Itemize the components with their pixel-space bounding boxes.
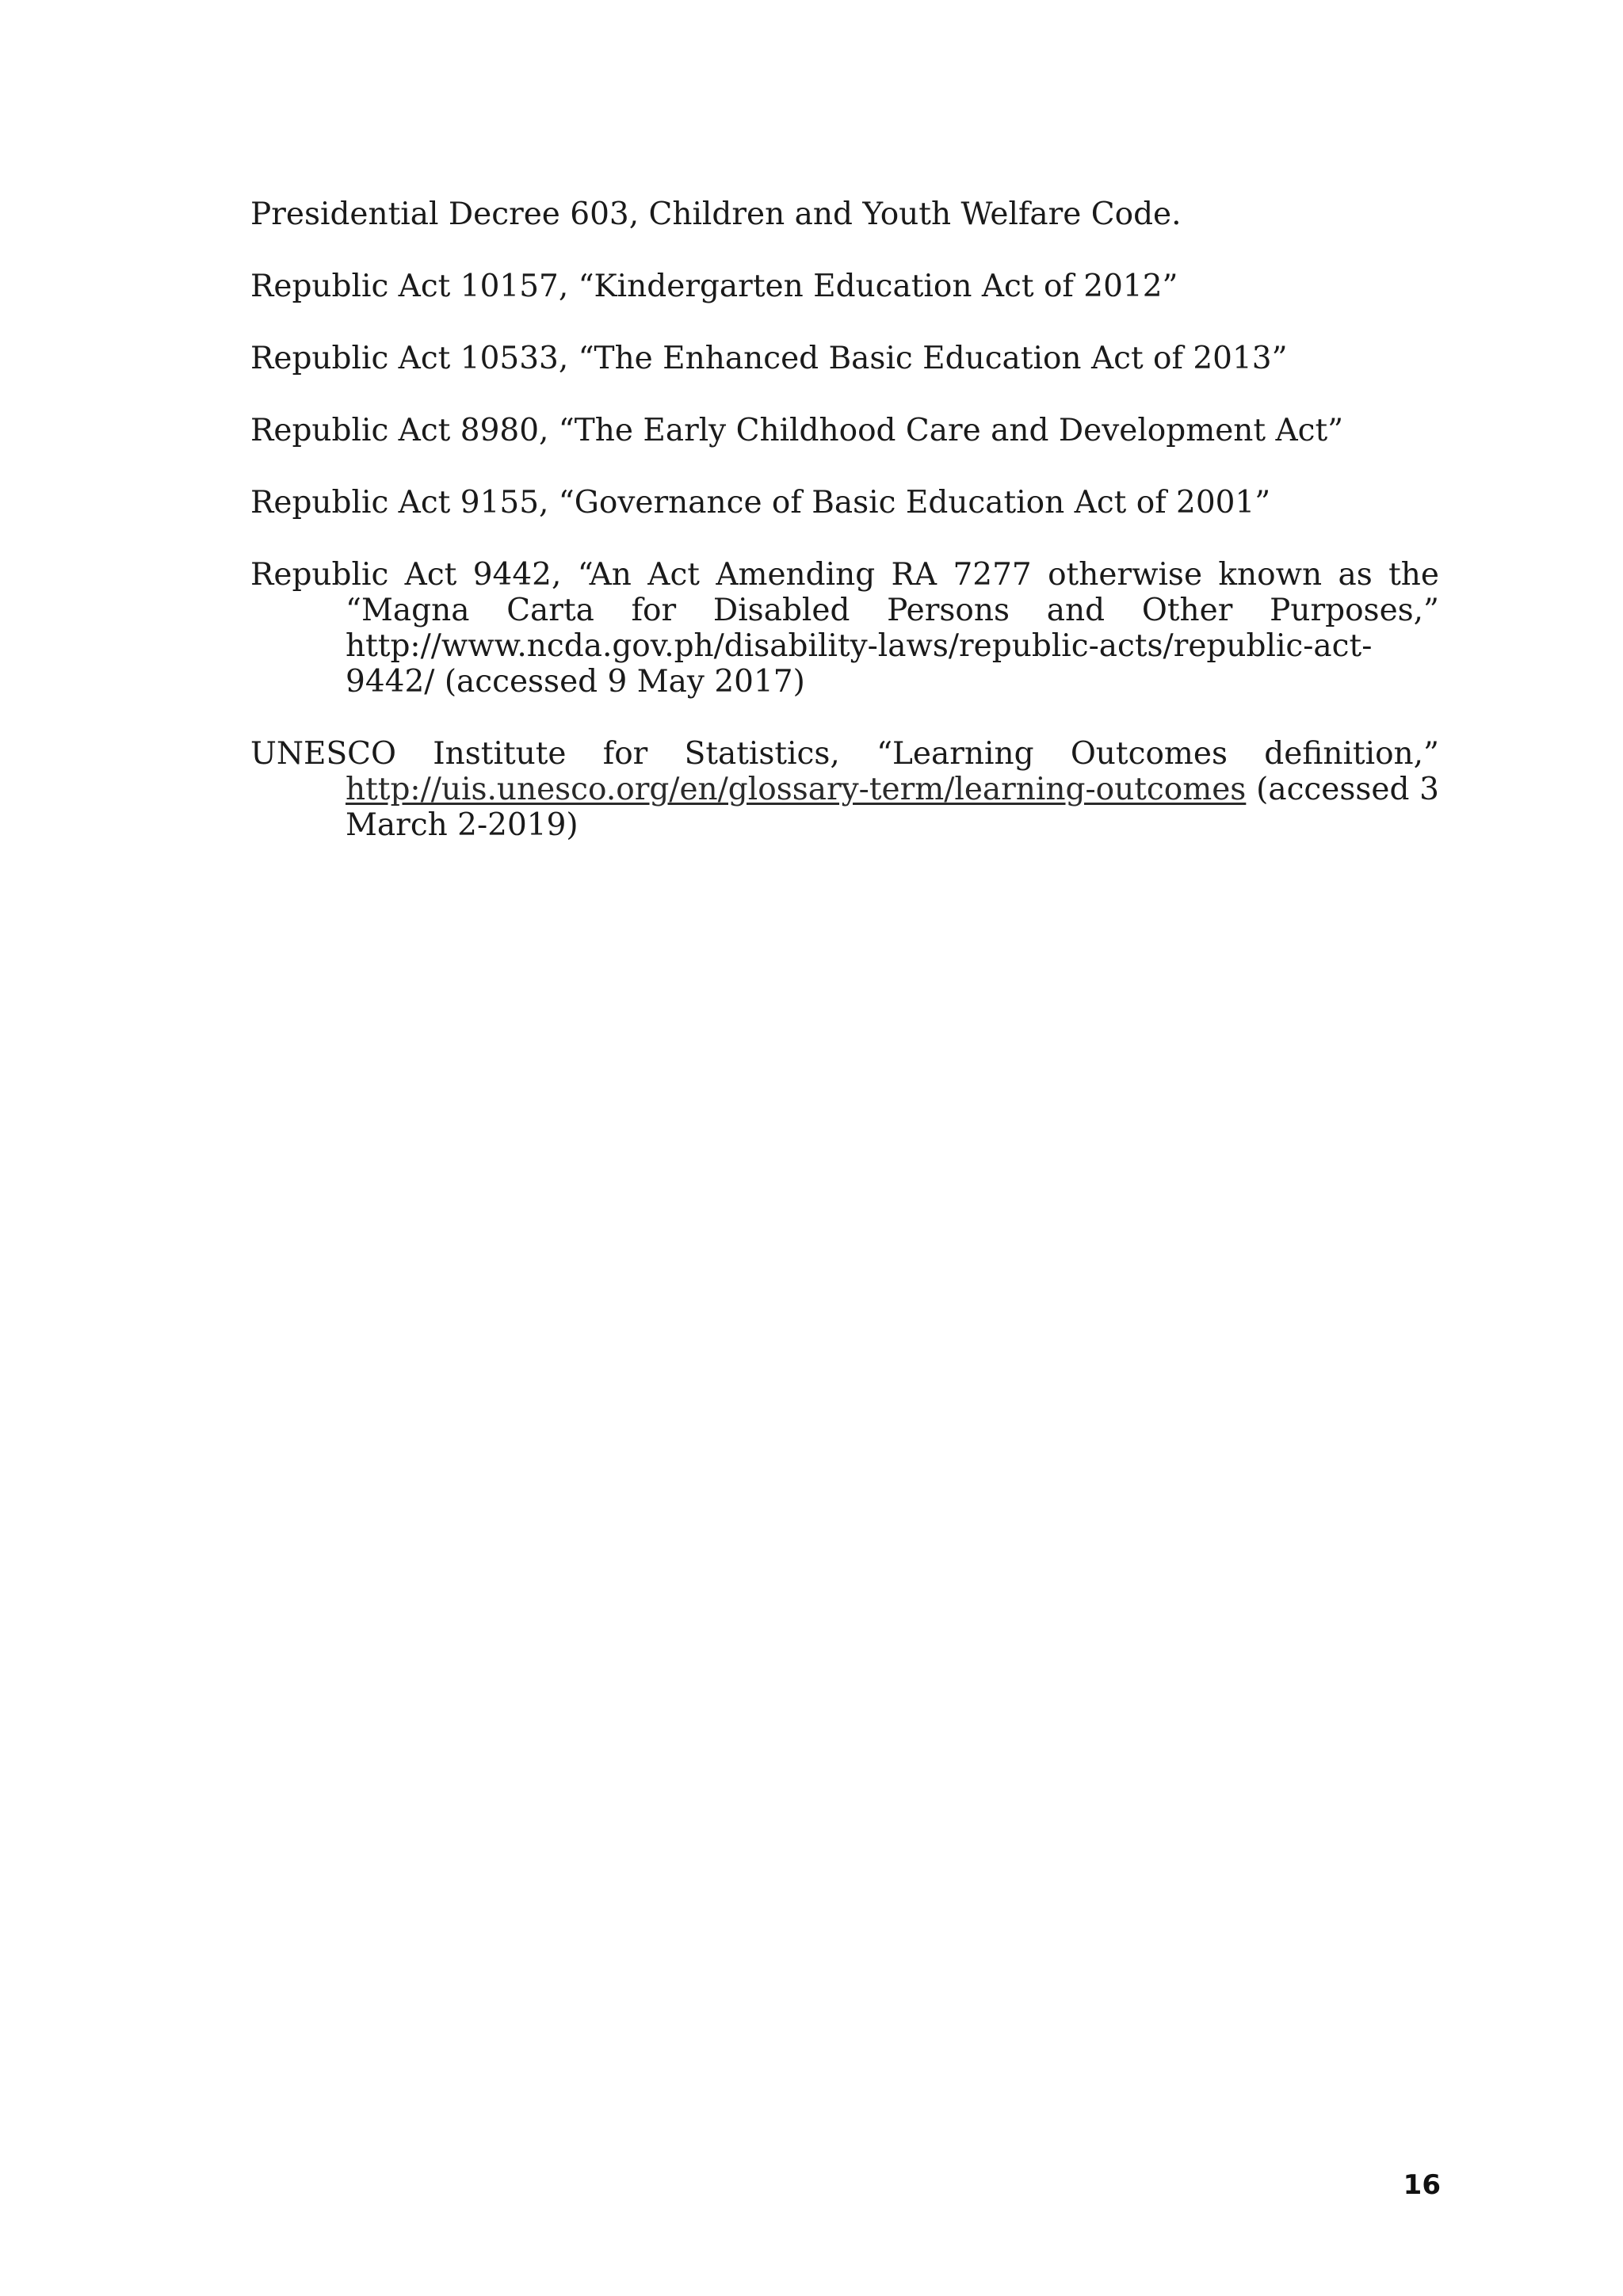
reference-accessed: (accessed 9 May 2017) bbox=[444, 664, 805, 700]
reference-text: UNESCO Institute for Statistics, “Learning Outcomes definition,” bbox=[250, 736, 1439, 772]
reference-item bbox=[250, 196, 1439, 232]
reference-item bbox=[250, 413, 1439, 448]
reference-text: Republic Act 8980, “The Early Childhood Care and Development Act” bbox=[250, 413, 1344, 448]
reference-list bbox=[250, 196, 1439, 879]
reference-item bbox=[250, 269, 1439, 304]
reference-url: http://www.ncda.gov.ph/disability-laws/republic-acts/republic-act-9442/ bbox=[346, 628, 1373, 700]
reference-item bbox=[250, 557, 1439, 700]
reference-item bbox=[250, 341, 1439, 376]
page-number: 16 bbox=[1403, 2169, 1441, 2201]
reference-item bbox=[250, 736, 1439, 843]
reference-accessed: (accessed 3 March 2-2019) bbox=[346, 772, 1439, 843]
reference-item bbox=[250, 485, 1439, 521]
reference-text: Republic Act 10157, “Kindergarten Education Act of 2012” bbox=[250, 269, 1178, 304]
reference-text: Republic Act 9155, “Governance of Basic Education Act of 2001” bbox=[250, 485, 1271, 521]
reference-text: Presidential Decree 603, Children and Youth Welfare Code. bbox=[250, 196, 1182, 232]
reference-text: Republic Act 10533, “The Enhanced Basic Education Act of 2013” bbox=[250, 341, 1288, 376]
reference-text: Republic Act 9442, “An Act Amending RA 7277 otherwise known as the “Magna Carta for Disabled Persons and Other Purposes,” bbox=[250, 557, 1439, 628]
reference-link[interactable]: http://uis.unesco.org/en/glossary-term/learning-outcomes bbox=[346, 772, 1247, 807]
